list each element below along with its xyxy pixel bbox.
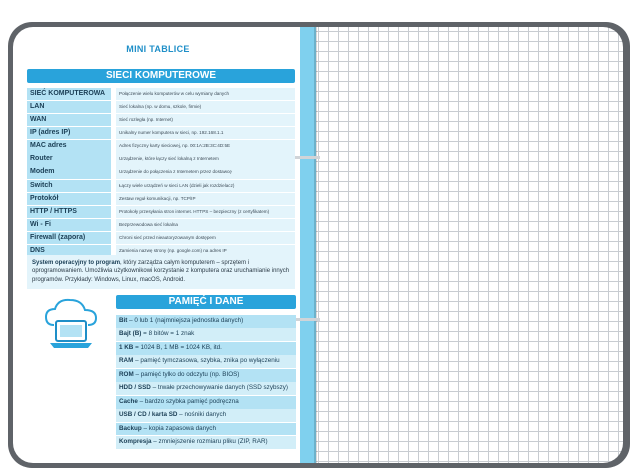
network-desc: Sieć lokalna (np. w domu, szkole, firmie) xyxy=(116,101,295,113)
network-row xyxy=(27,232,295,244)
network-row xyxy=(27,101,295,113)
memory-desc: – trwałe przechowywanie danych (SSD szybszy) xyxy=(150,384,289,392)
memory-row xyxy=(116,436,296,449)
network-term: WAN xyxy=(27,114,111,126)
memory-desc: – zmniejszenie rozmiaru pliku (ZIP, RAR) xyxy=(151,438,268,446)
network-row xyxy=(27,166,295,178)
spine-shadow xyxy=(314,27,317,463)
network-desc: Protokoły przesyłania stron internet. HTTPS – bezpieczny (z certyfikatem) xyxy=(116,206,295,218)
cloud-laptop-icon xyxy=(40,295,102,355)
os-definition-box xyxy=(27,255,295,289)
mini-title: MINI TABLICE xyxy=(126,44,190,54)
memory-row xyxy=(116,409,296,422)
right-page-grid xyxy=(316,27,623,463)
network-row xyxy=(27,127,295,139)
memory-row xyxy=(116,369,296,382)
network-row xyxy=(27,206,295,218)
network-term: Firewall (zapora) xyxy=(27,232,111,244)
network-desc: Urządzenie do połączenia z Internetem przez dostawcę xyxy=(116,166,295,178)
network-desc: Chroni sieć przed nieautoryzowanym dostępem xyxy=(116,232,295,244)
memory-header: PAMIĘĆ I DANE xyxy=(116,295,296,309)
memory-term: Bit xyxy=(119,317,128,324)
network-term: MAC adres xyxy=(27,140,111,152)
network-row xyxy=(27,140,295,152)
memory-desc: = 1024 B, 1 MB = 1024 KB, itd. xyxy=(133,343,222,351)
network-desc: Urządzenie, które łączy sieć lokalną z Internetem xyxy=(116,153,295,165)
network-row xyxy=(27,153,295,165)
memory-term: Backup xyxy=(119,424,142,432)
memory-row xyxy=(116,328,296,341)
memory-row xyxy=(116,315,296,328)
network-header: SIECI KOMPUTEROWE xyxy=(27,69,295,83)
memory-desc: – kopia zapasowa danych xyxy=(141,424,216,432)
network-term: DNS xyxy=(27,245,111,257)
memory-term: USB / CD / karta SD xyxy=(119,411,178,419)
memory-desc: – 0 lub 1 (najmniejsza jednostka danych) xyxy=(127,317,244,324)
memory-desc: – bardzo szybka pamięć podręczna xyxy=(137,397,239,405)
memory-desc: = 8 bitów = 1 znak xyxy=(141,330,195,338)
network-row xyxy=(27,88,295,100)
network-desc: Łączy wiele urządzeń w sieci LAN (dzieli jak rozdzielacz) xyxy=(116,180,295,192)
network-desc: Zestaw reguł komunikacji, np. TCP/IP xyxy=(116,193,295,205)
network-desc: Zamienia nazwę strony (np. google.com) na adres IP xyxy=(116,245,295,257)
network-row xyxy=(27,114,295,126)
memory-term: Kompresja xyxy=(119,438,152,446)
network-term: Modem xyxy=(27,166,111,178)
memory-term: 1 KB xyxy=(119,343,134,351)
network-desc: Adres fizyczny karty sieciowej, np. 00:1A:2B:3C:4D:5E xyxy=(116,140,295,152)
network-table xyxy=(27,88,295,258)
network-row xyxy=(27,219,295,231)
network-term: Switch xyxy=(27,180,111,192)
os-text: , który zarządza całym komputerem – sprzętem i oprogramowaniem. Umożliwia użytkownikowi korzystanie z komputera oraz uruchamianie innych programów. Przykłady: Windows, Linux, macOS, Android. xyxy=(32,260,290,283)
network-term: Router xyxy=(27,153,111,165)
memory-term: Cache xyxy=(119,397,138,405)
memory-desc: – nośniki danych xyxy=(177,411,227,419)
network-row xyxy=(27,180,295,192)
network-term: SIEĆ KOMPUTEROWA xyxy=(27,88,111,100)
network-row xyxy=(27,193,295,205)
memory-term: RAM xyxy=(119,357,134,365)
network-desc: Sieć rozległa (np. Internet) xyxy=(116,114,295,126)
network-term: IP (adres IP) xyxy=(27,127,111,139)
network-desc: Bezprzewodowa sieć lokalna xyxy=(116,219,295,231)
network-desc: Połączenie wielu komputerów w celu wymiany danych xyxy=(116,88,295,100)
network-term: LAN xyxy=(27,101,111,113)
memory-term: Bajt (B) xyxy=(119,330,142,338)
memory-desc: – pamięć tylko do odczytu (np. BIOS) xyxy=(133,370,240,378)
memory-term: ROM xyxy=(119,370,134,378)
memory-desc: – pamięć tymczasowa, szybka, znika po wyłączeniu xyxy=(133,357,280,365)
network-term: Wi - Fi xyxy=(27,219,111,231)
memory-term: HDD / SSD xyxy=(119,384,151,392)
network-term: HTTP / HTTPS xyxy=(27,206,111,218)
memory-row xyxy=(116,423,296,436)
memory-row xyxy=(116,342,296,355)
memory-row xyxy=(116,355,296,368)
memory-row xyxy=(116,382,296,395)
memory-row xyxy=(116,396,296,409)
os-term: System operacyjny to program xyxy=(32,260,121,266)
network-desc: Unikalny numer komputera w sieci, np. 192.168.1.1 xyxy=(116,127,295,139)
memory-table xyxy=(116,315,296,450)
network-term: Protokół xyxy=(27,193,111,205)
